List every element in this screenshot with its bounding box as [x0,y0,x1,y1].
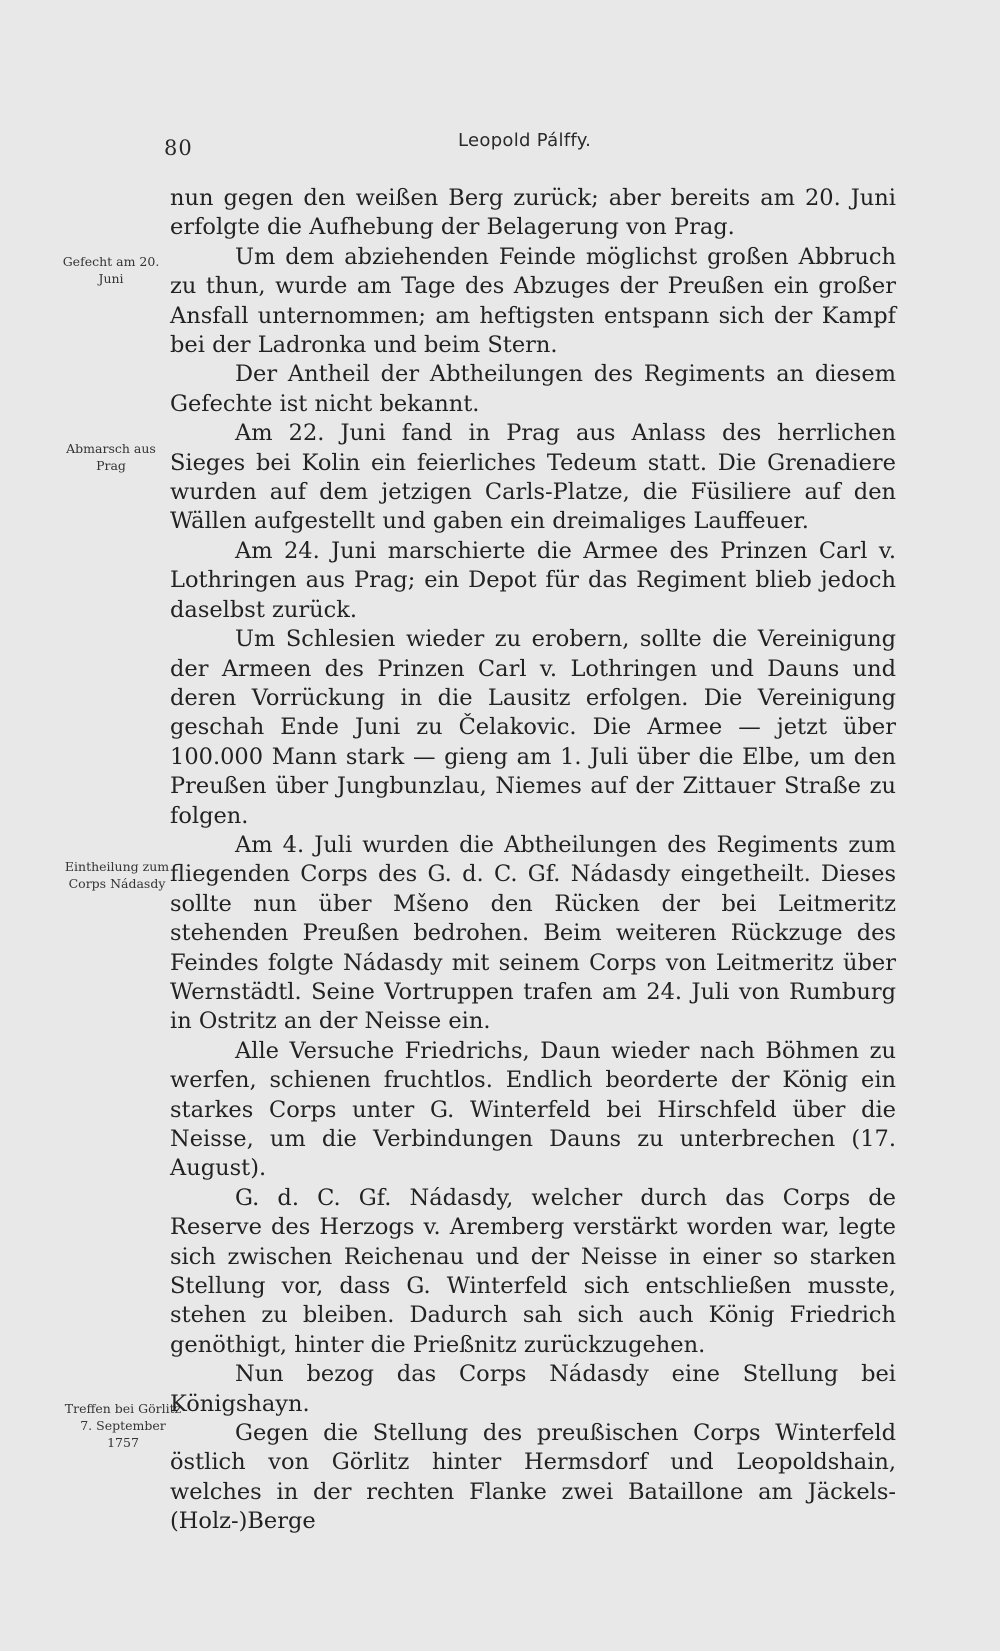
paragraph-4: Am 22. Juni fand in Prag aus Anlass des herrlichen Sieges bei Kolin ein feierliches Tedeum statt. Die Grenadiere wurden auf dem jetzigen Carls-Platze, die Füsiliere auf den Wällen aufgestellt und gaben ein dreimaliges Lauffeuer. [170,420,896,535]
paragraph-3: Der Antheil der Abtheilungen des Regiments an diesem Gefechte ist nicht bekannt. [170,361,896,417]
margin-note-abmarsch: Abmarsch aus Prag [66,441,156,473]
paragraph-6: Um Schlesien wieder zu erobern, sollte die Vereinigung der Armeen des Prinzen Carl v. Lothringen und Dauns und deren Vorrückung in die Lausitz erfolgen. Die Vereinigung geschah Ende Juni zu Čelakovic. Die Armee — jetzt über 100.000 Mann stark — gieng am 1. Juli über die Elbe, um den Preußen über Jungbunzlau, Niemes auf der Zittauer Straße zu folgen. [170,626,896,829]
paragraph-2: Um dem abziehenden Feinde möglichst großen Abbruch zu thun, wurde am Tage des Abzuges der Preußen ein großer Ansfall unternommen; am heftigsten entspann sich der Kampf bei der Ladronka und beim Stern. [170,243,896,359]
paragraph-9: G. d. C. Gf. Nádasdy, welcher durch das Corps de Reserve des Herzogs v. Aremberg verstärkt worden war, legte sich zwischen Reichenau und der Neisse in einer so starken Stellung vor, dass G. Winterfeld sich entschließen musste, stehen zu bleiben. Dadurch sah sich auch König Friedrich genöthigt, hinter die Prießnitz zurückzugehen. [170,1184,896,1358]
paragraph-10: Nun bezog das Corps Nádasdy eine Stellung bei Königshayn. [170,1361,896,1417]
body-text [170,184,896,1537]
margin-note-treffen: Treffen bei Görlitz 7. September 1757 [64,1401,182,1450]
running-title: Leopold Pálffy. [458,130,592,151]
paragraph-5: Am 24. Juni marschierte die Armee des Prinzen Carl v. Lothringen aus Prag; ein Depot für das Regiment blieb jedoch daselbst zurück. [170,537,896,623]
paragraph-8: Alle Versuche Friedrichs, Daun wieder nach Böhmen zu werfen, schienen fruchtlos. Endlich beorderte der König ein starkes Corps unter G. Winterfeld bei Hirschfeld über die Neisse, um die Verbindungen Dauns zu unterbrechen (17. August). [170,1037,896,1182]
margin-note-eintheilung: Eintheilung zum Corps Nádasdy [64,859,170,891]
page-number: 80 [164,136,193,160]
margin-note-gefecht: Gefecht am 20. Juni [62,254,160,286]
paragraph-7: Am 4. Juli wurden die Abtheilungen des Regiments zum fliegenden Corps des G. d. C. Gf. Nádasdy eingetheilt. Dieses sollte nun über Mšeno den Rücken der bei Leitmeritz stehenden Preußen bedrohen. Beim weiteren Rückzuge des Feindes folgte Nádasdy mit seinem Corps von Leitmeritz über Wernstädtl. Seine Vortruppen trafen am 24. Juli von Rumburg in Ostritz an der Neisse ein. [170,831,896,1035]
paragraph-11: Gegen die Stellung des preußischen Corps Winterfeld östlich von Görlitz hinter Hermsdorf und Leopoldshain, welches in der rechten Flanke zwei Bataillone am Jäckels-(Holz-)Berge [170,1420,896,1535]
paragraph-1: nun gegen den weißen Berg zurück; aber bereits am 20. Juni erfolgte die Aufhebung der Belagerung von Prag. [170,185,896,241]
